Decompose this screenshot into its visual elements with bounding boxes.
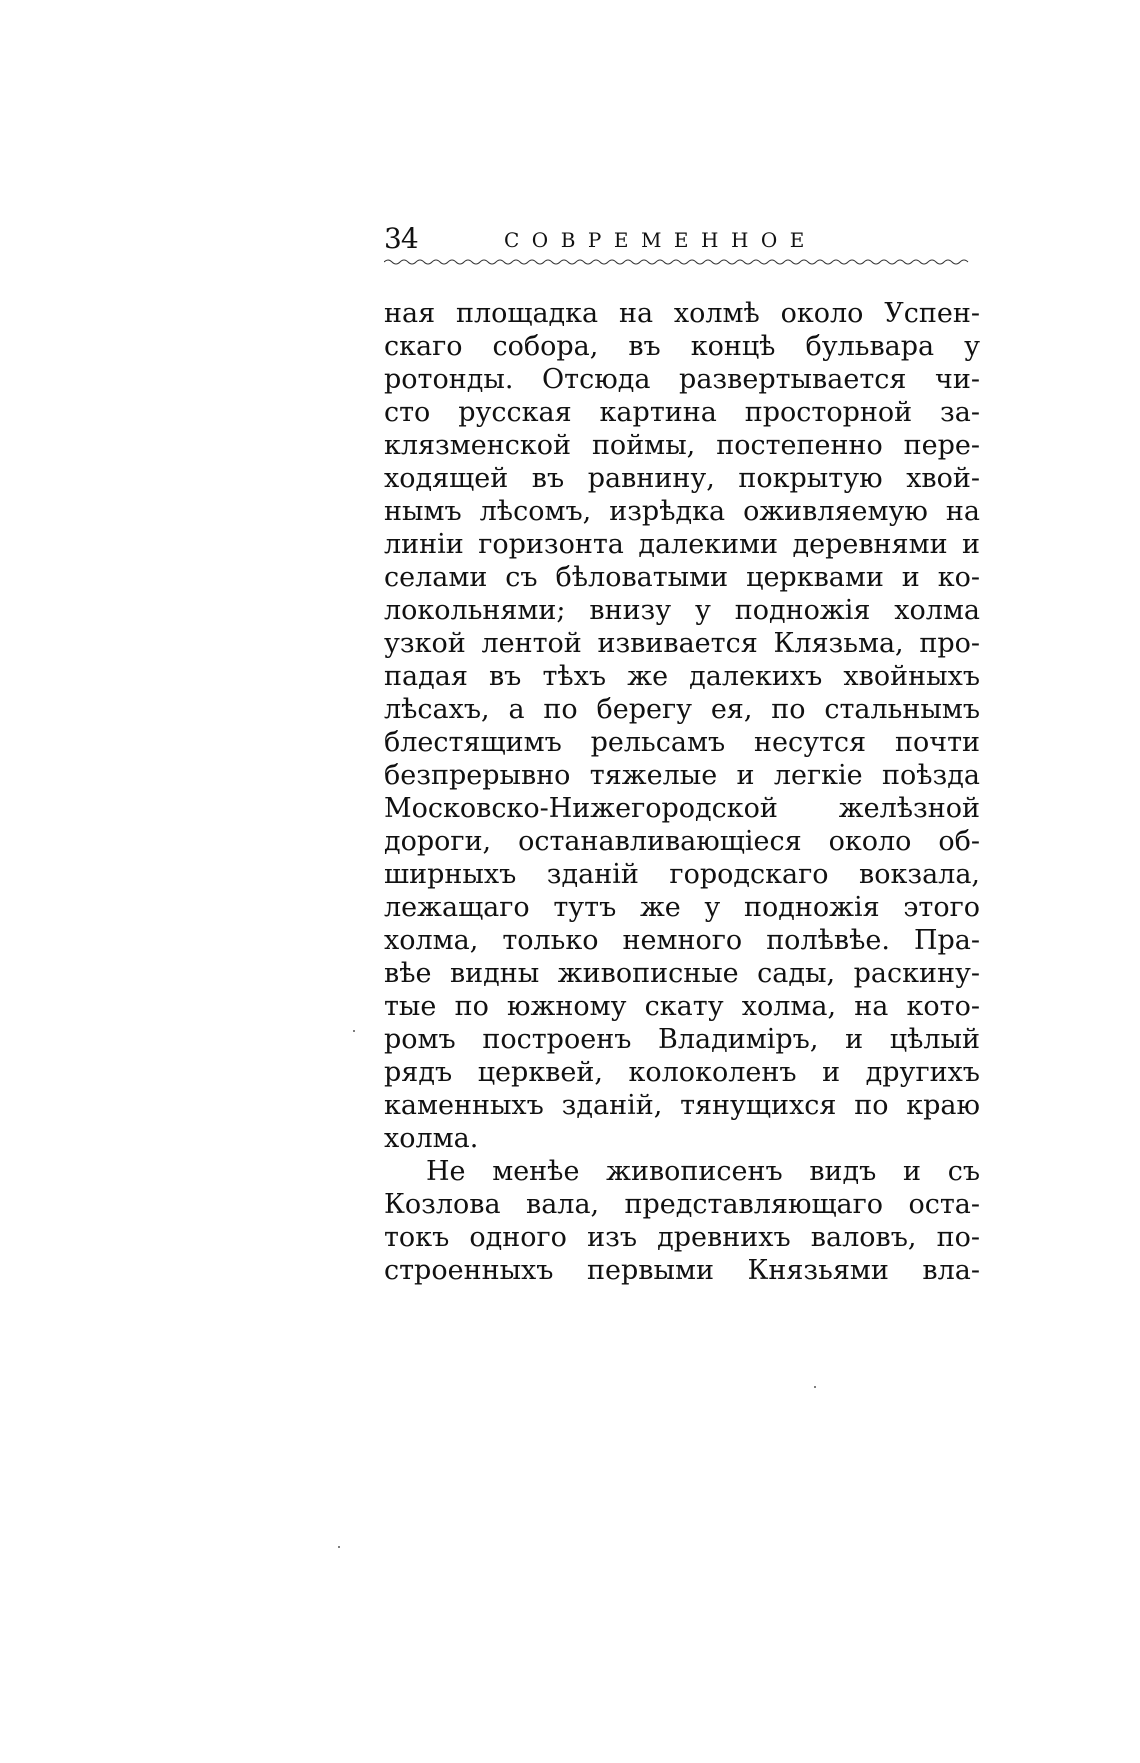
scan-speck bbox=[338, 1546, 340, 1548]
page-number: 34 bbox=[384, 222, 418, 255]
text-line: дороги, останавливающіеся около об- bbox=[384, 826, 980, 857]
text-line: локольнями; внизу у подножія холма bbox=[384, 595, 980, 626]
text-line: ширныхъ зданій городскаго вокзала, bbox=[384, 859, 980, 890]
scan-speck bbox=[814, 1386, 816, 1388]
running-title: СОВРЕМЕННОЕ bbox=[504, 228, 817, 252]
text-line: линіи горизонта далекими деревнями и bbox=[384, 529, 980, 560]
text-line: клязменской поймы, постепенно пере- bbox=[384, 430, 980, 461]
text-line: падая въ тѣхъ же далекихъ хвойныхъ bbox=[384, 661, 980, 692]
text-line: блестящимъ рельсамъ несутся почти bbox=[384, 727, 980, 758]
text-line: Козлова вала, представляющаго оста- bbox=[384, 1189, 980, 1220]
body-text bbox=[384, 297, 980, 1287]
scan-speck bbox=[353, 1030, 355, 1032]
text-line: селами съ бѣловатыми церквами и ко- bbox=[384, 562, 980, 593]
running-head bbox=[384, 222, 972, 262]
text-line: токъ одного изъ древнихъ валовъ, по- bbox=[384, 1222, 980, 1253]
decorative-rule bbox=[384, 258, 972, 266]
text-line: ходящей въ равнину, покрытую хвой- bbox=[384, 463, 980, 494]
text-line: строенныхъ первыми Князьями вла- bbox=[384, 1255, 980, 1286]
text-line: скаго собора, въ концѣ бульвара у bbox=[384, 331, 980, 362]
text-line: ная площадка на холмѣ около Успен- bbox=[384, 298, 980, 329]
text-line: лѣсахъ, а по берегу ея, по стальнымъ bbox=[384, 694, 980, 725]
text-line: вѣе видны живописные сады, раскину- bbox=[384, 958, 980, 989]
text-line: ротонды. Отсюда развертывается чи- bbox=[384, 364, 980, 395]
text-line: нымъ лѣсомъ, изрѣдка оживляемую на bbox=[384, 496, 980, 527]
text-line: безпрерывно тяжелые и легкіе поѣзда bbox=[384, 760, 980, 791]
text-line: лежащаго тутъ же у подножія этого bbox=[384, 892, 980, 923]
text-line: узкой лентой извивается Клязьма, про- bbox=[384, 628, 980, 659]
text-line: ромъ построенъ Владиміръ, и цѣлый bbox=[384, 1024, 980, 1055]
paragraph-2 bbox=[384, 1155, 980, 1287]
text-line: каменныхъ зданій, тянущихся по краю bbox=[384, 1090, 980, 1121]
text-line: рядъ церквей, колоколенъ и другихъ bbox=[384, 1057, 980, 1088]
text-line: холма, только немного полѣвѣе. Пра- bbox=[384, 925, 980, 956]
text-line: Московско-Нижегородской желѣзной bbox=[384, 793, 980, 824]
text-line: холма. bbox=[384, 1123, 479, 1154]
text-line: тые по южному скату холма, на кото- bbox=[384, 991, 980, 1022]
paragraph-1 bbox=[384, 297, 980, 1155]
text-line: Не менѣе живописенъ видъ и съ bbox=[426, 1156, 980, 1187]
text-line: сто русская картина просторной за- bbox=[384, 397, 980, 428]
